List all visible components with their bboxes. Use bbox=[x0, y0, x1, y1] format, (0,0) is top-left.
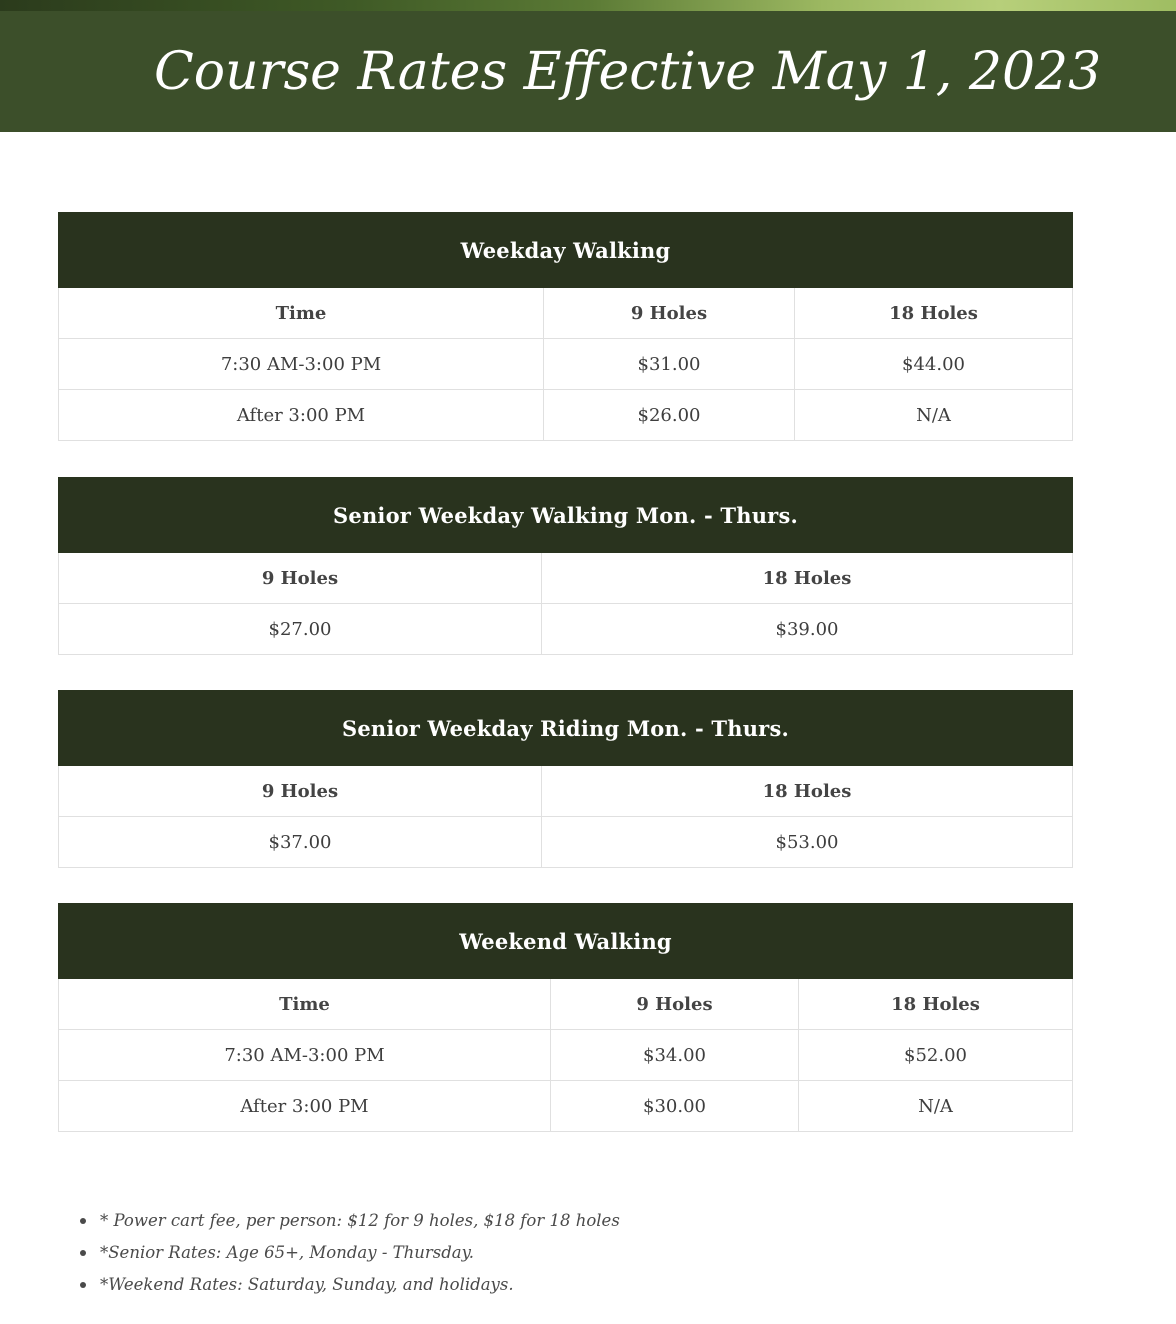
table-title: Senior Weekday Riding Mon. - Thurs. bbox=[59, 691, 1073, 766]
table-row bbox=[59, 817, 1073, 868]
column-header: 9 Holes bbox=[551, 979, 799, 1030]
table-cell: After 3:00 PM bbox=[59, 1081, 551, 1132]
note-item: *Weekend Rates: Saturday, Sunday, and holidays. bbox=[100, 1269, 1100, 1301]
table-header-row bbox=[59, 288, 1073, 339]
column-header: Time bbox=[59, 288, 544, 339]
hero-image-strip bbox=[0, 0, 1176, 11]
rate-notes-list bbox=[58, 1205, 1100, 1301]
table-header-row bbox=[59, 553, 1073, 604]
table-cell: N/A bbox=[795, 390, 1073, 441]
note-item: *Senior Rates: Age 65+, Monday - Thursday. bbox=[100, 1237, 1100, 1269]
table-title: Weekend Walking bbox=[59, 904, 1073, 979]
table-row bbox=[59, 1030, 1073, 1081]
table-cell: After 3:00 PM bbox=[59, 390, 544, 441]
column-header: 18 Holes bbox=[795, 288, 1073, 339]
note-item: * Power cart fee, per person: $12 for 9 holes, $18 for 18 holes bbox=[100, 1205, 1100, 1237]
table-cell: $39.00 bbox=[542, 604, 1073, 655]
table-cell: $27.00 bbox=[59, 604, 542, 655]
senior-weekday-walking-table bbox=[58, 477, 1073, 655]
table-cell: N/A bbox=[799, 1081, 1073, 1132]
table-row bbox=[59, 390, 1073, 441]
column-header: 18 Holes bbox=[542, 553, 1073, 604]
table-cell: 7:30 AM-3:00 PM bbox=[59, 339, 544, 390]
table-header-row bbox=[59, 979, 1073, 1030]
table-cell: $30.00 bbox=[551, 1081, 799, 1132]
page-title: Course Rates Effective May 1, 2023 bbox=[154, 42, 1102, 102]
weekend-walking-table bbox=[58, 903, 1073, 1132]
column-header: 9 Holes bbox=[59, 553, 542, 604]
senior-weekday-riding-table bbox=[58, 690, 1073, 868]
table-title: Weekday Walking bbox=[59, 213, 1073, 288]
table-cell: $34.00 bbox=[551, 1030, 799, 1081]
table-row bbox=[59, 1081, 1073, 1132]
column-header: 18 Holes bbox=[542, 766, 1073, 817]
title-banner bbox=[0, 11, 1176, 132]
table-cell: $37.00 bbox=[59, 817, 542, 868]
weekday-walking-table bbox=[58, 212, 1073, 441]
table-row bbox=[59, 604, 1073, 655]
column-header: Time bbox=[59, 979, 551, 1030]
table-cell: 7:30 AM-3:00 PM bbox=[59, 1030, 551, 1081]
table-row bbox=[59, 339, 1073, 390]
column-header: 9 Holes bbox=[59, 766, 542, 817]
table-cell: $52.00 bbox=[799, 1030, 1073, 1081]
table-cell: $31.00 bbox=[544, 339, 795, 390]
table-cell: $44.00 bbox=[795, 339, 1073, 390]
table-title: Senior Weekday Walking Mon. - Thurs. bbox=[59, 478, 1073, 553]
column-header: 18 Holes bbox=[799, 979, 1073, 1030]
column-header: 9 Holes bbox=[544, 288, 795, 339]
table-cell: $53.00 bbox=[542, 817, 1073, 868]
table-cell: $26.00 bbox=[544, 390, 795, 441]
table-header-row bbox=[59, 766, 1073, 817]
